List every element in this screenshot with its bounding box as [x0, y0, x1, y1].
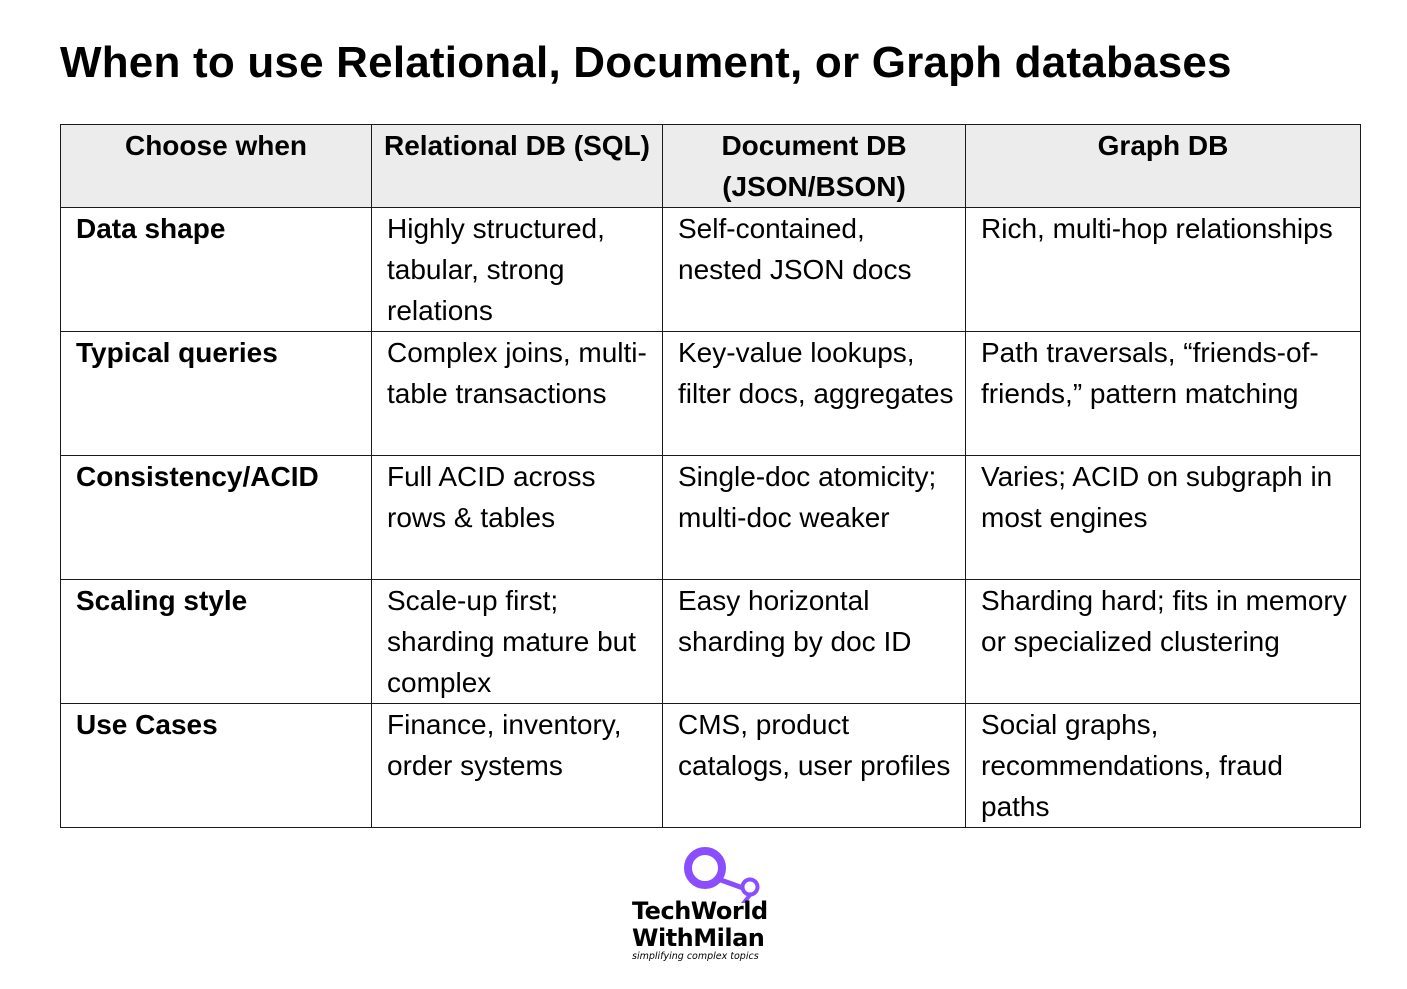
- techworld-logo: [620, 843, 800, 967]
- cell-document: CMS, product catalogs, user profiles: [663, 704, 966, 828]
- cell-relational: Scale-up first; sharding mature but complex: [372, 580, 663, 704]
- row-label-use-cases: Use Cases: [61, 704, 372, 828]
- table-header-row: [61, 125, 1361, 208]
- comparison-table: [60, 124, 1361, 828]
- cell-graph: Sharding hard; fits in memory or specialized clustering: [966, 580, 1361, 704]
- cell-graph: Rich, multi-hop relationships: [966, 208, 1361, 332]
- table-row: [61, 208, 1361, 332]
- cell-document: Key-value lookups, filter docs, aggregates: [663, 332, 966, 456]
- row-label-typical-queries: Typical queries: [61, 332, 372, 456]
- cell-document: Self-contained, nested JSON docs: [663, 208, 966, 332]
- cell-document: Single-doc atomicity; multi-doc weaker: [663, 456, 966, 580]
- cell-document: Easy horizontal sharding by doc ID: [663, 580, 966, 704]
- table-row: [61, 456, 1361, 580]
- header-document-db: Document DB (JSON/BSON): [663, 125, 966, 208]
- cell-relational: Complex joins, multi-table transactions: [372, 332, 663, 456]
- logo-nodes-icon: [620, 843, 800, 903]
- header-relational-db: Relational DB (SQL): [372, 125, 663, 208]
- row-label-consistency-acid: Consistency/ACID: [61, 456, 372, 580]
- cell-graph: Path traversals, “friends-of-friends,” pattern matching: [966, 332, 1361, 456]
- cell-graph: Social graphs, recommendations, fraud paths: [966, 704, 1361, 828]
- header-choose-when: Choose when: [61, 125, 372, 208]
- logo-text-line1: TechWorld: [632, 897, 768, 925]
- page-title: When to use Relational, Document, or Graph databases: [60, 38, 1232, 87]
- row-label-data-shape: Data shape: [61, 208, 372, 332]
- table-row: [61, 580, 1361, 704]
- header-graph-db: Graph DB: [966, 125, 1361, 208]
- row-label-scaling-style: Scaling style: [61, 580, 372, 704]
- cell-relational: Highly structured, tabular, strong relations: [372, 208, 663, 332]
- cell-relational: Full ACID across rows & tables: [372, 456, 663, 580]
- cell-graph: Varies; ACID on subgraph in most engines: [966, 456, 1361, 580]
- logo-tagline: simplifying complex topics: [632, 951, 759, 962]
- table-row: [61, 332, 1361, 456]
- cell-relational: Finance, inventory, order systems: [372, 704, 663, 828]
- logo-text-line2: WithMilan: [632, 924, 765, 952]
- table-row: [61, 704, 1361, 828]
